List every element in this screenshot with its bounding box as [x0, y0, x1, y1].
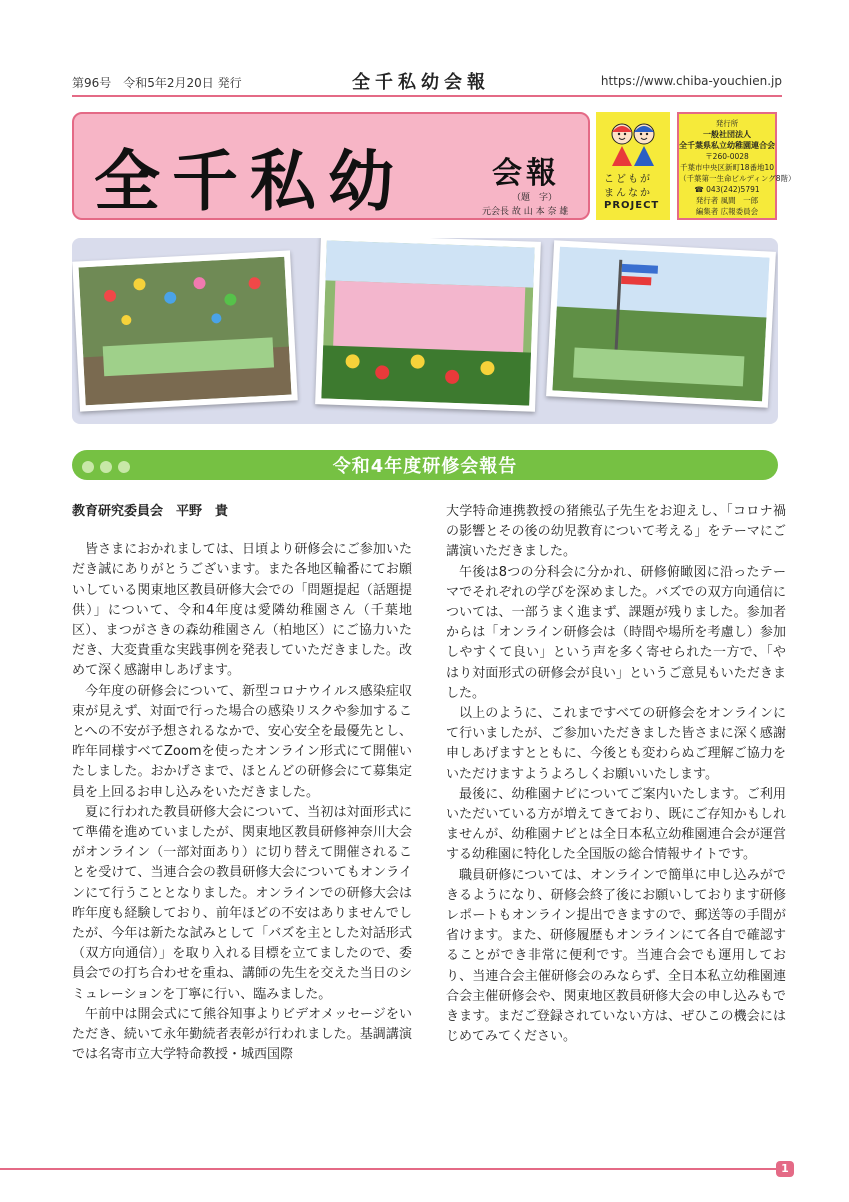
- calligraphy-note: （題 字）: [512, 193, 558, 203]
- website-url[interactable]: https://www.chiba-youchien.jp: [600, 74, 782, 88]
- top-divider: [72, 95, 782, 97]
- article-paragraph: 最後に、幼稚園ナビについてご案内いたします。ご利用いただいている方が増えてきており、既にご存知かもしれませんが、幼稚園ナビとは全日本私立幼稚園連合会が運営する幼稚園に特化した全国版の総合情報サイトです。: [446, 786, 786, 863]
- page-number: 1: [776, 1161, 794, 1177]
- logo-text-2: まんなか: [604, 188, 652, 199]
- logo-text-3: PROJECT: [604, 200, 660, 211]
- masthead-title: 全千私幼: [94, 142, 406, 220]
- newsletter-name: 全千私幼会報: [352, 72, 490, 93]
- section-title: 令和4年度研修会報告: [332, 456, 518, 477]
- article-paragraph: 午前中は開会式にて熊谷知事よりビデオメッセージをいただき、続いて永年勤続者表彰が行われました。基調講演では名寄市立大学特命教授・城西国際: [72, 1006, 412, 1063]
- bottom-divider: [0, 1168, 780, 1170]
- article-paragraph: 夏に行われた教員研修大会について、当初は対面形式にて準備を進めていましたが、関東地区教員研修神奈川大会がオンライン（一部対面あり）に切り替えて開催されることを受けて、当連合会の教員研修大会についてもオンラインにて行うこととなりました。オンラインでの研修大会は昨年度も経験しており、前年ほどの不安はありませんでしたが、今年は新たな試みとして「バズを主とした対話形式（双方向通信）」を取り入れる目標を立てましたので、委員会での打ち合わせを重ね、講師の先生を交えた当日のシミュレーションを丁寧に行い、臨みました。: [72, 804, 412, 1002]
- article-paragraph: 大学特命連携教授の猪熊弘子先生をお迎えし、「コロナ禍の影響とその後の幼児教育について考える」をテーマにご講演いただきました。: [446, 504, 786, 560]
- article-paragraph: 職員研修については、オンラインで簡単に申し込みができるようになり、研修会終了後にお願いしております研修レポートもオンライン提出できますので、郵送等の手間が省けます。また、研修履歴もオンラインにて各自で確認することができ非常に便利です。当連合会でも運用しており、当連合会主催研修会のみならず、全日本私立幼稚園連合会主催研修会や、関東地区教員研修大会の申し込みもできます。まだご登録されていない方は、ぜひこの機会にはじめてみてください。: [446, 867, 786, 1045]
- kodomo-mannaka-logo: [596, 112, 670, 220]
- article-paragraph: 皆さまにおかれましては、日頃より研修会にご参加いただき誠にありがとうございます。また各地区輪番にてお願いしている関東地区教員研修大会での「問題提起（話題提供）」について、令和4年度は愛隣幼稚園さん（千葉地区）、まつがさきの森幼稚園さん（柏地区）にご協力いただき、大変貴重な実践事例を発表していただきました。改めて深く感謝申しあげます。: [72, 542, 412, 679]
- photo-balloons: [72, 250, 298, 411]
- publisher-box: [677, 112, 796, 220]
- publisher-person: 発行者 風間 一郎: [695, 196, 759, 205]
- article-paragraph: 今年度の研修会について、新型コロナウイルス感染症収束が見えず、対面で行った場合の感染リスクや参加することへの不安が予想されるなかで、安心安全を最優先とし、昨年同様すべてZoomを使ったオンライン形式にて開催いたしました。おかげさまで、ほとんどの研修会にて募集定員を上回るお申し込みをいただきました。: [72, 683, 412, 800]
- issue-date: 第96号 令和5年2月20日 発行: [72, 76, 242, 90]
- publisher-org-type: 一般社団法人: [703, 130, 751, 139]
- publisher-label: 発行所: [715, 119, 739, 128]
- article-column-right: [446, 502, 786, 1047]
- children-icon: [606, 118, 660, 168]
- publisher-tel: ☎ 043(242)5791: [694, 185, 760, 194]
- article-author: 教育研究委員会 平野 貴: [72, 504, 229, 519]
- publisher-editor: 編集者 広報委員会: [695, 207, 759, 216]
- section-header: [72, 450, 778, 480]
- calligrapher-name: 元会長 故 山 本 奈 雄: [482, 207, 569, 217]
- logo-text-1: こどもが: [604, 174, 652, 185]
- top-bar: [72, 66, 782, 96]
- article-column-left: [72, 502, 412, 1065]
- publisher-postal: 〒260-0028: [705, 152, 749, 161]
- article-paragraph: 午後は8つの分科会に分かれ、研修俯瞰図に沿ったテーマでそれぞれの学びを深めました。バズでの双方向通信については、一部うまく進まず、課題が残りました。参加者からは「オンライン研修会は（時間や場所を考慮し）参加しやすくて良い」という声を多く寄せられた一方で、「やはり対面形式の研修会が良い」というご意見もいただきました。: [446, 564, 786, 701]
- publisher-building: （千葉第一生命ビルディング8階）: [679, 174, 796, 183]
- masthead-subtitle: 会報: [492, 156, 560, 191]
- photo-banner: [72, 238, 778, 424]
- article-paragraph: 以上のように、これまですべての研修会をオンラインにて行いましたが、ご参加いただきました皆さまに深く感謝申しあげますとともに、今後とも変わらぬご理解ご協力をいただけますようよろしくお願いいたします。: [446, 706, 786, 782]
- photo-tulips: [315, 238, 541, 412]
- publisher-address: 千葉市中央区新町18番地10: [679, 163, 775, 172]
- publisher-org-name: 全千葉県私立幼稚園連合会: [679, 141, 775, 150]
- masthead: [72, 112, 590, 220]
- photo-carp-streamers: [546, 240, 776, 407]
